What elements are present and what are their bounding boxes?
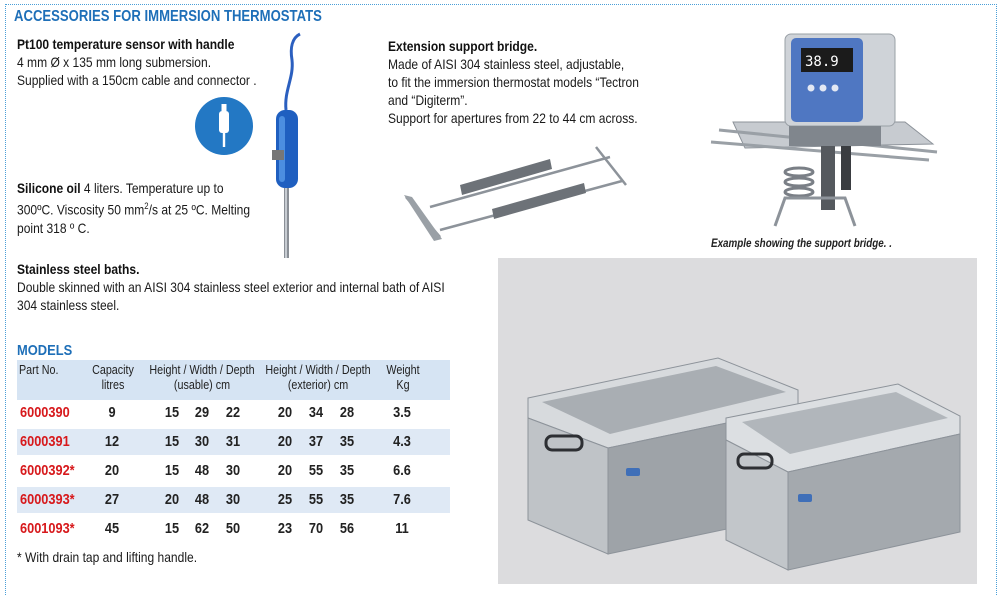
table-footnote: * With drain tap and lifting handle. <box>17 549 198 565</box>
capacity: 27 <box>104 492 120 508</box>
header-usable-dims <box>146 363 258 393</box>
bridge-title: Extension support bridge. <box>388 38 538 54</box>
pt100-title: Pt100 temperature sensor with handle <box>17 36 235 52</box>
header-capacity-line1: Capacity <box>92 363 134 377</box>
usable-width: 48 <box>194 492 210 508</box>
bridge-line2: to fit the immersion thermostat models “Tectron <box>388 74 639 90</box>
header-capacity-line2: litres <box>101 378 125 392</box>
usable-width: 29 <box>194 405 210 421</box>
weight: 11 <box>395 521 409 537</box>
exterior-depth: 35 <box>339 434 355 450</box>
table-row <box>17 429 450 458</box>
exterior-depth: 56 <box>339 521 355 537</box>
bridge-line3: and “Digiterm”. <box>388 92 468 108</box>
usable-height: 15 <box>164 521 180 537</box>
silicone-line3: point 318 º C. <box>17 219 90 236</box>
baths-description <box>17 260 445 314</box>
header-usable-line2: (usable) cm <box>173 378 231 392</box>
bridge-line4: Support for apertures from 22 to 44 cm across. <box>388 110 638 126</box>
capacity: 9 <box>108 405 116 421</box>
part-number: 6000393* <box>20 492 75 508</box>
usable-width: 62 <box>194 521 210 537</box>
table-row <box>17 400 450 429</box>
exterior-depth: 28 <box>339 405 355 421</box>
exterior-height: 20 <box>277 463 293 479</box>
silicone-title: Silicone oil <box>17 180 81 196</box>
weight: 4.3 <box>393 434 411 450</box>
bridge-line1: Made of AISI 304 stainless steel, adjustable, <box>388 56 625 72</box>
header-part-no: Part No. <box>19 363 59 377</box>
part-number: 6000391 <box>20 434 70 450</box>
silicone-line1: 4 liters. Temperature up to <box>80 180 224 196</box>
stainless-steel-baths-image <box>498 258 977 584</box>
superscript-2: 2 <box>144 201 149 211</box>
thermostat-display-reading: 38.9 <box>805 54 839 70</box>
exterior-height: 23 <box>277 521 293 537</box>
exterior-width: 70 <box>308 521 324 537</box>
usable-depth: 22 <box>225 405 241 421</box>
support-bridge-image <box>400 145 630 245</box>
table-row <box>17 487 450 516</box>
header-exterior-line2: (exterior) cm <box>287 378 349 392</box>
usable-width: 48 <box>194 463 210 479</box>
part-number: 6000390 <box>20 405 70 421</box>
capacity: 45 <box>104 521 120 537</box>
exterior-width: 34 <box>308 405 324 421</box>
header-usable-line1: Height / Width / Depth <box>149 363 255 377</box>
usable-depth: 31 <box>225 434 241 450</box>
models-title: MODELS <box>17 342 73 359</box>
weight: 7.6 <box>393 492 411 508</box>
exterior-height: 20 <box>277 434 293 450</box>
bridge-description <box>388 37 639 127</box>
usable-height: 15 <box>164 405 180 421</box>
baths-title: Stainless steel baths. <box>17 261 140 277</box>
header-weight <box>377 363 429 393</box>
header-weight-line1: Weight <box>386 363 420 377</box>
exterior-height: 25 <box>277 492 293 508</box>
capacity: 12 <box>104 434 120 450</box>
thermostat-with-bridge-image <box>705 26 945 234</box>
exterior-width: 55 <box>308 492 324 508</box>
page-title: ACCESSORIES FOR IMMERSION THERMOSTATS <box>14 8 322 25</box>
pt100-line2: Supplied with a 150cm cable and connector . <box>17 72 257 88</box>
pt100-line1: 4 mm Ø x 135 mm long submersion. <box>17 54 212 70</box>
pt100-sensor-image <box>262 30 322 262</box>
exterior-width: 55 <box>308 463 324 479</box>
usable-depth: 30 <box>225 463 241 479</box>
exterior-depth: 35 <box>339 463 355 479</box>
baths-line1: Double skinned with an AISI 304 stainless steel exterior and internal bath of AISI <box>17 279 445 295</box>
models-table <box>17 360 450 545</box>
capacity: 20 <box>104 463 120 479</box>
part-number: 6000392* <box>20 463 75 479</box>
exterior-depth: 35 <box>339 492 355 508</box>
usable-height: 15 <box>164 463 180 479</box>
silicone-line2a: 300ºC. Viscosity 50 mm <box>17 201 145 218</box>
exterior-height: 20 <box>277 405 293 421</box>
part-number: 6001093* <box>20 521 75 537</box>
usable-depth: 30 <box>225 492 241 508</box>
header-weight-line2: Kg <box>396 378 410 392</box>
temperature-probe-icon <box>194 96 254 156</box>
table-header <box>17 360 450 400</box>
table-row <box>17 458 450 487</box>
silicone-line2b: /s at 25 ºC. Melting <box>148 201 251 218</box>
header-exterior-dims <box>262 363 374 393</box>
usable-depth: 50 <box>225 521 241 537</box>
usable-height: 15 <box>164 434 180 450</box>
usable-width: 30 <box>194 434 210 450</box>
header-capacity <box>87 363 139 393</box>
table-row <box>17 516 450 545</box>
weight: 3.5 <box>393 405 411 421</box>
usable-height: 20 <box>164 492 180 508</box>
weight: 6.6 <box>393 463 411 479</box>
bridge-caption: Example showing the support bridge. . <box>711 236 892 250</box>
exterior-width: 37 <box>308 434 324 450</box>
header-exterior-line1: Height / Width / Depth <box>265 363 371 377</box>
pt100-description <box>17 35 257 89</box>
baths-line2: 304 stainless steel. <box>17 297 120 313</box>
silicone-oil-description <box>17 179 250 237</box>
